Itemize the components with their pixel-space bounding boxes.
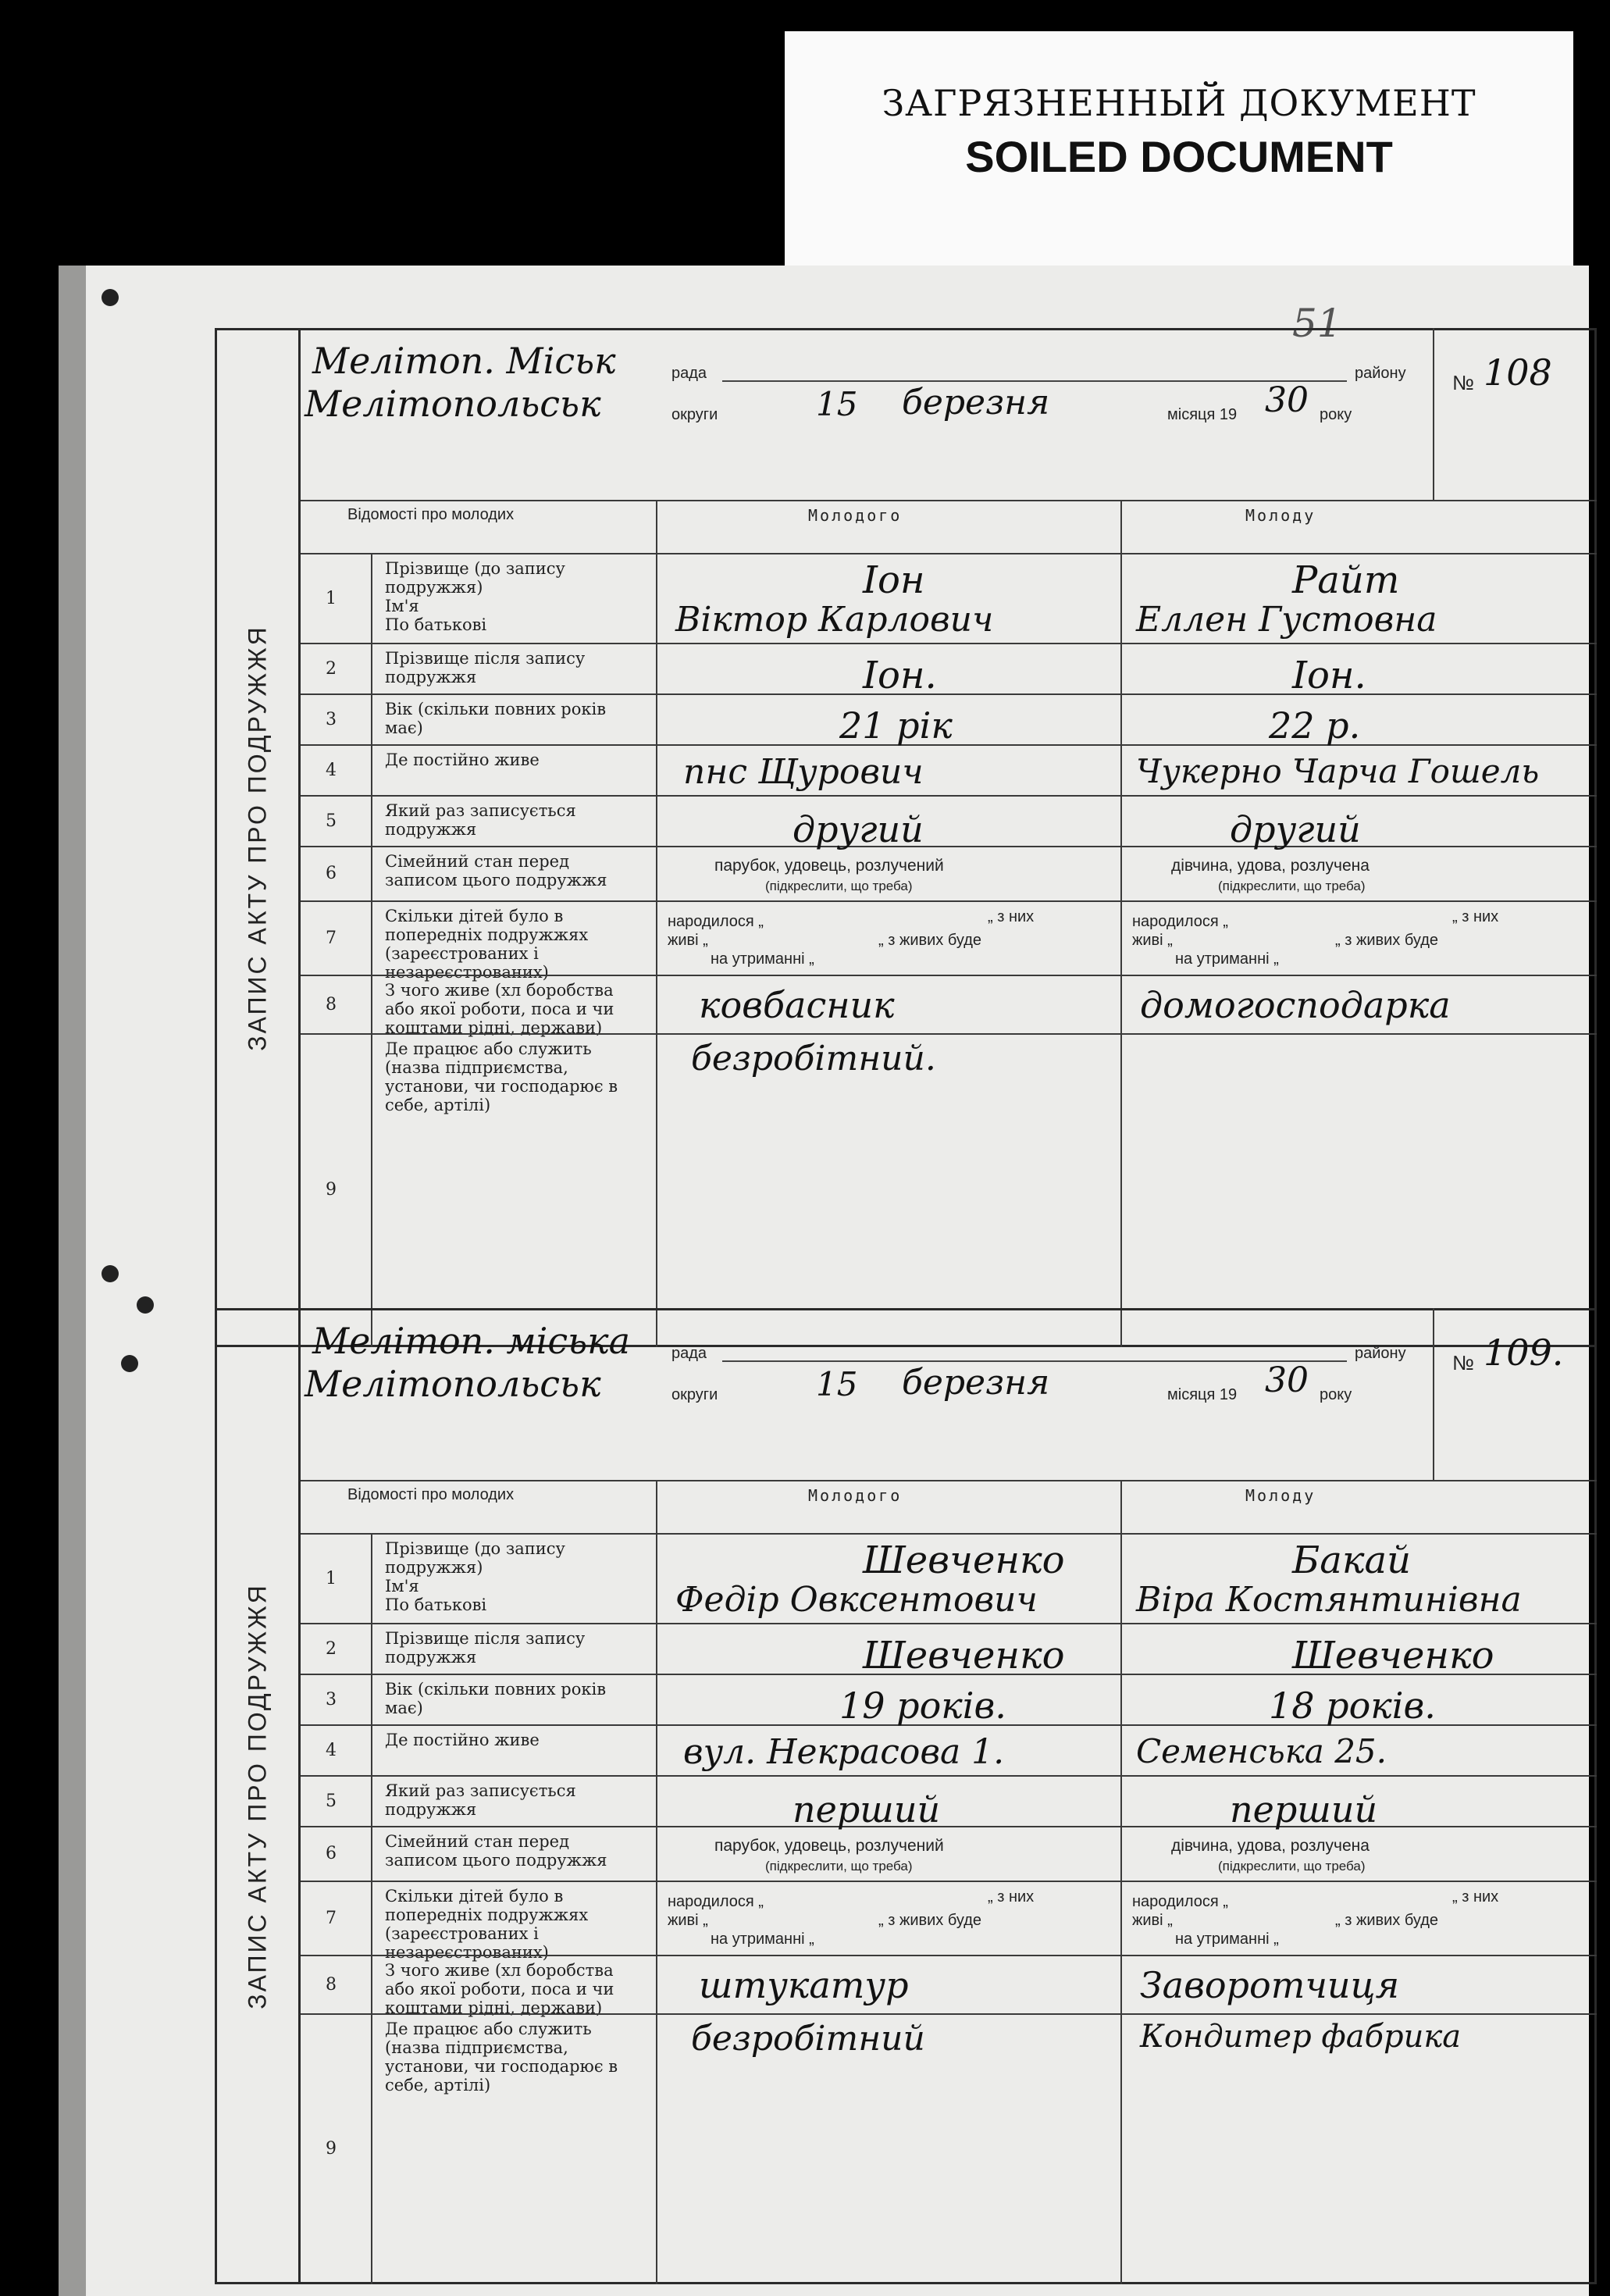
groom-children-alive-prefix: „ з них [988,1888,1035,1906]
row-number: 3 [326,709,337,729]
row-label: Який раз записується подружжя [385,801,576,839]
rada-label: рада [671,1345,707,1362]
bride-work: Кондитер фабрика [1140,2019,1462,2055]
number-col-divider [371,554,372,1347]
year-value: 30 [1265,380,1309,420]
sidebar [215,328,301,1347]
row-label: Сімейний стан перед записом цього подружжя [385,852,607,890]
groom-times: перший [793,1788,941,1831]
groom-children-support-label: на утриманні „ [711,1931,814,1948]
groom-children-born-label: народилося „ [668,1893,764,1910]
bride-surname-after: Іон. [1292,654,1366,697]
col-groom-header: Молодого [808,1486,903,1505]
rayon-label: району [1355,1345,1406,1362]
bride-age: 22 р. [1269,704,1361,747]
groom-col-divider [1120,500,1122,1347]
rada-value: Мелітоп. Міськ [312,340,616,382]
groom-children-from-alive-label: „ з живих буде [878,1912,981,1929]
groom-surname-after: Шевченко [863,1634,1065,1677]
sidebar-title: ЗАПИС АКТУ ПРО ПОДРУЖЖЯ [243,1583,272,2009]
row-label: Де постійно живе [385,750,540,769]
rada-label: рада [671,365,707,382]
row-label: Сімейний стан перед записом цього подружжя [385,1832,607,1870]
groom-times: другий [793,808,924,850]
marriage-record-2 [215,1308,1589,2284]
number-label: № [1452,371,1474,394]
binding-hole [121,1355,138,1372]
info-col-divider [656,500,657,1347]
row-label: Де працює або служить (назва підприємства, установи, чи господарює в себе, артілі) [385,1039,618,1114]
groom-children-support-label: на утриманні „ [711,950,814,968]
row-number: 1 [326,588,337,608]
row-label: Який раз записується подружжя [385,1781,576,1819]
row-number: 4 [326,760,337,780]
row-label: Де працює або служить (назва підприємства, установи, чи господарює в себе, артілі) [385,2020,618,2095]
bride-children-from-alive-label: „ з живих буде [1335,932,1438,949]
month-label: місяця 19 [1167,1386,1238,1403]
record-number: 108 [1484,351,1552,394]
rayon-line [722,380,1347,382]
row-number: 2 [326,658,337,679]
bride-children-support-label: на утриманні „ [1175,1931,1279,1948]
row-number: 7 [326,928,337,948]
month-label: місяця 19 [1167,406,1238,423]
row-number: 4 [326,1740,337,1760]
table-row-line [301,975,1597,976]
bride-name: Віра Костянтинівна [1136,1580,1522,1620]
row-number: 3 [326,1689,337,1710]
row-label: Де постійно живе [385,1731,540,1749]
groom-children-born-label: народилося „ [668,913,764,930]
row-label: Вік (скільки повних років має) [385,1680,607,1717]
label-english: SOILED DOCUMENT [965,132,1393,181]
label-russian: ЗАГРЯЗНЕННЫЙ ДОКУМЕНТ [882,82,1476,124]
groom-status-options: парубок, удовець, розлучений [714,1837,944,1855]
row-label: З чого живе (хл боробства або якої роботи, поса и чи коштами рідні, держави) [385,981,614,1037]
bride-residence: Чукерно Чарча Гошель [1136,752,1540,790]
col-info-header: Відомості про молодих [347,506,515,523]
col-groom-header: Молодого [808,506,903,525]
table-row-line [301,643,1597,644]
row-number: 5 [326,811,337,831]
row-number: 1 [326,1568,337,1588]
col-info-header: Відомості про молодих [347,1486,515,1503]
row-number: 9 [326,2138,337,2159]
year-label: року [1320,1386,1352,1403]
bride-occupation: Заворотчиця [1140,1964,1400,2006]
row-label: Вік (скільки повних років має) [385,700,607,737]
groom-residence: вул. Некрасова 1. [683,1732,1005,1772]
table-row-line [301,2013,1597,2015]
groom-work: безробітний. [691,1039,936,1078]
row-number: 8 [326,1974,337,1995]
number-label: № [1452,1351,1474,1374]
bride-children-born-label: народилося „ [1132,913,1228,930]
bride-children-alive-prefix: „ з них [1452,908,1499,925]
table-row-line [301,846,1597,847]
table-top-line [301,1480,1597,1481]
row-number: 6 [326,1844,337,1863]
row-label: З чого живе (хл боробства або якої роботи, поса и чи коштами рідні, держави) [385,1961,614,2017]
groom-col-divider [1120,1480,1122,2284]
row-number: 2 [326,1638,337,1659]
col-bride-header: Молоду [1245,1486,1316,1505]
groom-name: Віктор Карлович [675,600,994,640]
year-label: року [1320,406,1352,423]
table-row-line [301,1533,1597,1535]
marriage-record-1 [215,328,1589,1347]
binding-hole [102,1265,119,1282]
okrug-value: Мелітопольськ [305,1363,601,1405]
groom-age: 19 років. [839,1685,1006,1727]
row-number: 8 [326,994,337,1014]
day-value: 15 [816,1365,858,1403]
number-box-divider [1433,1308,1434,1480]
bride-times: перший [1230,1788,1378,1831]
rada-value: Мелітоп. міська [312,1320,631,1362]
bride-residence: Семенська 25. [1136,1732,1387,1770]
binding-hole [102,289,119,306]
row-label: Прізвище (до запису подружжя) Ім'я По батькові [385,1539,565,1614]
groom-children-from-alive-label: „ з живих буде [878,932,981,949]
page-number: 51 [1292,301,1342,346]
groom-underline-note: (підкреслити, що треба) [765,879,913,893]
bride-status-options: дівчина, удова, розлучена [1171,857,1370,875]
soiled-document-label [785,31,1573,266]
okrugy-label: округи [671,406,718,423]
groom-occupation: ковбасник [699,984,895,1026]
table-row-line [301,1623,1597,1624]
number-box-divider [1433,328,1434,500]
table-row-line [301,1881,1597,1882]
bride-times: другий [1230,808,1361,850]
bride-children-alive-prefix: „ з них [1452,1888,1499,1906]
sidebar-title: ЗАПИС АКТУ ПРО ПОДРУЖЖЯ [243,624,272,1051]
bride-status-options: дівчина, удова, розлучена [1171,1837,1370,1855]
groom-age: 21 рік [839,704,953,747]
groom-status-options: парубок, удовець, розлучений [714,857,944,875]
bride-occupation: домогосподарка [1140,984,1451,1026]
bride-children-alive-label: живі „ [1132,932,1173,949]
groom-surname: Шевченко [863,1538,1065,1582]
bride-surname-after: Шевченко [1292,1634,1494,1677]
rayon-line [722,1360,1347,1362]
table-row-line [301,1826,1597,1827]
row-label: Скільки дітей було в попередніх подружжях (зареєстрованих і незареєстрованих) [385,907,589,982]
table-row-line [301,795,1597,797]
register-page [59,266,1589,2296]
day-value: 15 [816,385,858,423]
month-value: березня [902,1363,1050,1403]
table-row-line [301,1775,1597,1777]
bride-underline-note: (підкреслити, що треба) [1218,1859,1366,1874]
row-label: Прізвище після запису подружжя [385,1629,586,1667]
table-row-line [301,693,1597,695]
groom-surname: Іон [863,558,925,602]
table-row-line [301,900,1597,902]
table-row-line [301,1955,1597,1956]
groom-underline-note: (підкреслити, що треба) [765,1859,913,1874]
info-col-divider [656,1480,657,2284]
number-col-divider [371,1535,372,2284]
bride-children-born-label: народилося „ [1132,1893,1228,1910]
row-label: Прізвище після запису подружжя [385,649,586,686]
page-spine [59,266,86,2296]
table-top-line [301,500,1597,501]
year-value: 30 [1265,1360,1309,1400]
okrugy-label: округи [671,1386,718,1403]
rayon-label: району [1355,365,1406,382]
groom-children-alive-prefix: „ з них [988,908,1035,925]
row-number: 7 [326,1908,337,1928]
bride-age: 18 років. [1269,1685,1436,1727]
row-label: Скільки дітей було в попередніх подружжях (зареєстрованих і незареєстрованих) [385,1887,589,1962]
record-number: 109. [1484,1332,1564,1374]
okrug-value: Мелітопольськ [305,383,601,425]
sidebar [215,1308,301,2284]
bride-surname: Бакай [1292,1538,1412,1582]
bride-surname: Райт [1292,558,1400,602]
row-number: 5 [326,1791,337,1811]
bride-underline-note: (підкреслити, що треба) [1218,879,1366,893]
table-row-line [301,1033,1597,1035]
bride-children-from-alive-label: „ з живих буде [1335,1912,1438,1929]
bride-children-support-label: на утриманні „ [1175,950,1279,968]
bride-name: Еллен Густовна [1136,600,1437,640]
groom-work: безробітний [691,2019,925,2059]
row-label: Прізвище (до запису подружжя) Ім'я По батькові [385,559,565,634]
groom-children-alive-label: живі „ [668,1912,708,1929]
groom-occupation: штукатур [699,1964,909,2006]
row-number: 9 [326,1180,337,1200]
groom-children-alive-label: живі „ [668,932,708,949]
col-bride-header: Молоду [1245,506,1316,525]
groom-surname-after: Іон. [863,654,937,697]
bride-children-alive-label: живі „ [1132,1912,1173,1929]
month-value: березня [902,383,1050,422]
binding-hole [137,1296,154,1314]
groom-residence: пнс Щурович [683,752,924,792]
table-row-line [301,553,1597,554]
groom-name: Федір Овксентович [675,1580,1038,1620]
row-number: 6 [326,864,337,883]
